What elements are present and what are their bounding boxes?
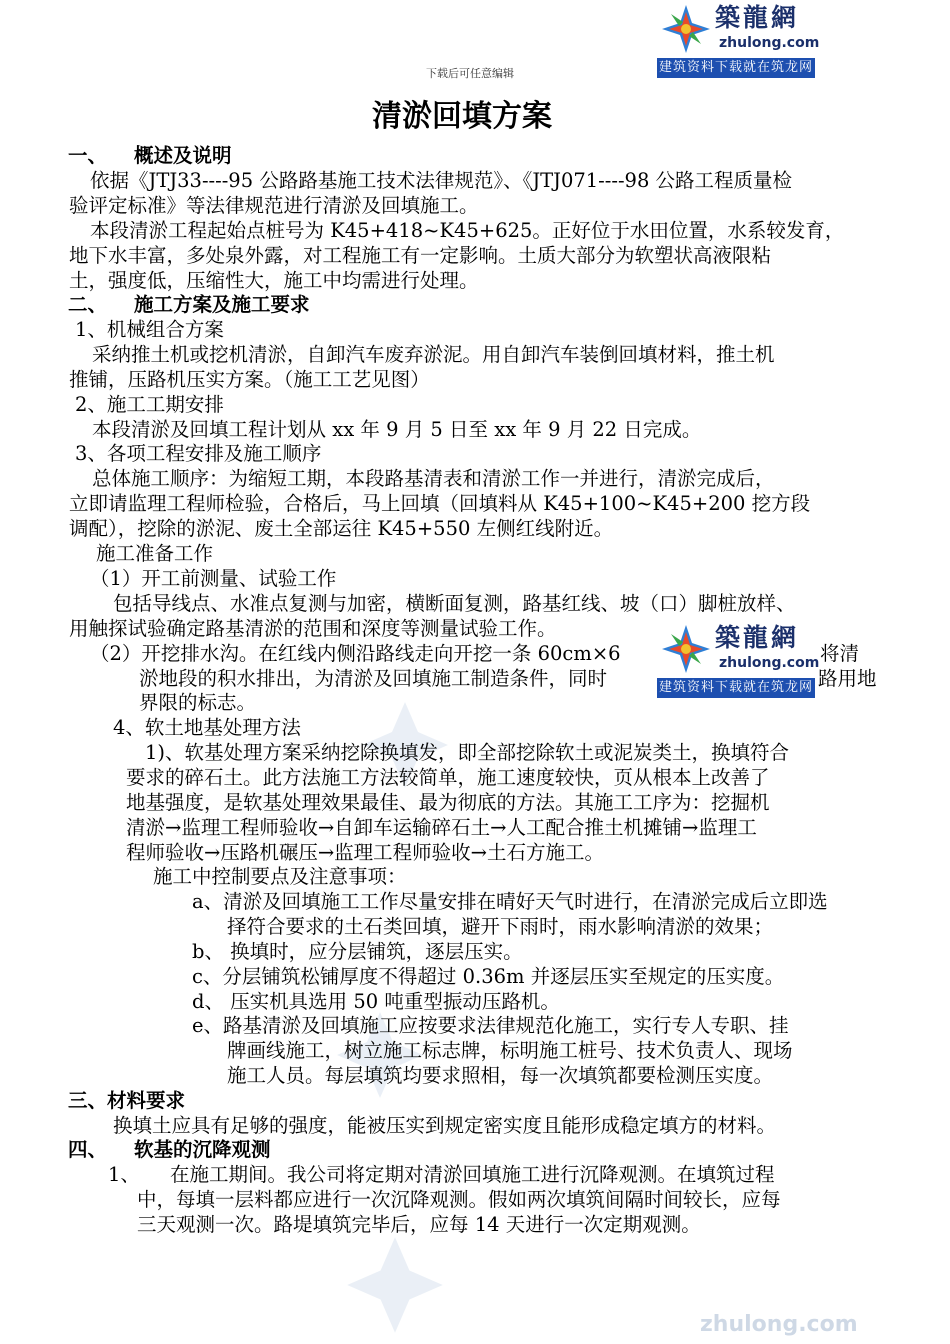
paragraph-line: 土，强度低，压缩性大，施工中均需进行处理。 — [69, 269, 479, 292]
zhulong-logo — [657, 0, 820, 78]
section-title: 软基的沉降观测 — [134, 1138, 271, 1161]
paragraph-line: 验评定标准》等法律规范进行清淤及回填施工。 — [69, 194, 479, 217]
logo-slogan: 建筑资料下载就在筑龙网 — [657, 58, 815, 78]
zhulong-logo-icon — [661, 624, 711, 674]
paragraph-line: 地基强度，是软基处理效果最佳、最为彻底的方法。其施工工序为：挖掘机 — [126, 791, 770, 814]
section-number: 二、 — [68, 293, 108, 316]
subsection-heading: 施工中控制要点及注意事项： — [153, 865, 407, 888]
paragraph-line: 推铺，压路机压实方案。（施工工艺见图） — [69, 368, 430, 391]
paragraph-line: 依据《JTJ33----95 公路路基施工技术法律规范》、《JTJ071----98 公路工程质量检 — [90, 169, 793, 192]
paragraph-line: 中，每填一层料都应进行一次沉降观测。假如两次填筑间隔时间较长，应每 — [137, 1188, 781, 1211]
watermark-emblem-icon — [345, 1235, 445, 1335]
section-title: 概述及说明 — [134, 144, 232, 167]
subsection-heading: 1、机械组合方案 — [75, 318, 224, 341]
subsection-heading: 4、软土地基处理方法 — [113, 716, 301, 739]
paragraph-line: 用触探试验确定路基清淤的范围和深度等测量试验工作。 — [69, 617, 557, 640]
paragraph-line: 界限的标志。 — [139, 691, 257, 714]
subsection-heading: 2、施工工期安排 — [75, 393, 224, 416]
logo-name-cn: 築龍網 — [715, 3, 800, 32]
paragraph-line: 将清 — [820, 642, 860, 665]
list-item-continuation: 择符合要求的土石类回填，避开下雨时，雨水影响清淤的效果； — [227, 915, 774, 938]
section-heading — [68, 1137, 271, 1162]
paragraph-line: 路用地 — [818, 667, 877, 690]
paragraph-line: 本段清淤工程起始点桩号为 K45+418~K45+625。正好位于水田位置，水系较发育， — [90, 219, 845, 242]
paragraph-line: 清淤→监理工程师验收→自卸车运输碎石土→人工配合推土机摊铺→监理工 — [126, 816, 757, 839]
section-title: 施工方案及施工要求 — [134, 293, 310, 316]
paragraph-line: 程师验收→压路机碾压→监理工程师验收→土石方施工。 — [126, 841, 605, 864]
subsection-heading: 施工准备工作 — [96, 542, 214, 565]
logo-slogan: 建筑资料下载就在筑龙网 — [657, 678, 815, 698]
paragraph-line: 在施工期间。我公司将定期对清淤回填施工进行沉降观测。在填筑过程 — [170, 1163, 775, 1186]
list-number: 1、 — [108, 1163, 140, 1186]
paragraph-line: 要求的碎石土。此方法施工方法较简单，施工速度较快，页从根本上改善了 — [126, 766, 770, 789]
section-number: 一、 — [68, 144, 108, 167]
list-item: e、路基清淤及回填施工应按要求法律规范化施工，实行专人专职、挂 — [192, 1014, 789, 1037]
paragraph-line: 总体施工顺序：为缩短工期，本段路基清表和清淤工作一并进行，清淤完成后， — [92, 467, 775, 490]
logo-domain: zhulong.com — [719, 655, 820, 671]
paragraph-line: （2）开挖排水沟。在红线内侧沿路线走向开挖一条 60cm×6 — [90, 642, 621, 665]
paragraph-line: 地下水丰富，多处泉外露，对工程施工有一定影响。土质大部分为软塑状高液限粘 — [69, 244, 772, 267]
page-title: 清淤回填方案 — [372, 99, 552, 134]
list-item: b、 换填时，应分层铺筑，逐层压实。 — [192, 940, 523, 963]
paragraph-line: 立即请监理工程师检验，合格后，马上回填（回填料从 K45+100~K45+200 挖方段 — [69, 492, 811, 515]
header-note: 下载后可任意编辑 — [426, 67, 514, 80]
section-heading — [68, 143, 232, 168]
paragraph-line: 淤地段的积水排出，为清淤及回填施工制造条件，同时 — [139, 667, 608, 690]
watermark-text: zhulong.com — [700, 1312, 858, 1337]
list-item-continuation: 牌画线施工，树立施工标志牌，标明施工桩号、技术负责人、现场 — [227, 1039, 793, 1062]
list-item-continuation: 施工人员。每层填筑均要求照相，每一次填筑都要检测压实度。 — [227, 1064, 774, 1087]
section-number: 四、 — [68, 1138, 108, 1161]
section-heading — [68, 292, 310, 317]
paragraph-line: 本段清淤及回填工程计划从 xx 年 9 月 5 日至 xx 年 9 月 22 日完成。 — [92, 418, 702, 441]
list-item: c、分层铺筑松铺厚度不得超过 0.36m 并逐层压实至规定的压实度。 — [192, 965, 785, 988]
section-heading: 三、材料要求 — [68, 1089, 186, 1112]
subsection-heading: 3、各项工程安排及施工顺序 — [75, 442, 322, 465]
paragraph-line: 调配），挖除的淤泥、废土全部运往 K45+550 左侧红线附近。 — [69, 517, 614, 540]
paragraph-line: 三天观测一次。路堤填筑完毕后，应每 14 天进行一次定期观测。 — [137, 1213, 701, 1236]
list-item: d、 压实机具选用 50 吨重型振动压路机。 — [192, 990, 560, 1013]
paragraph-line: 采纳推土机或挖机清淤，自卸汽车废弃淤泥。用自卸汽车装倒回填材料，推土机 — [92, 343, 775, 366]
zhulong-logo — [657, 620, 820, 698]
logo-domain: zhulong.com — [719, 35, 820, 51]
paragraph-line: 包括导线点、水准点复测与加密，横断面复测，路基红线、坡（口）脚桩放样、 — [113, 592, 796, 615]
subsection-heading: （1）开工前测量、试验工作 — [90, 567, 337, 590]
list-item: a、清淤及回填施工工作尽量安排在晴好天气时进行，在清淤完成后立即选 — [192, 890, 828, 913]
paragraph-line: 换填土应具有足够的强度，能被压实到规定密实度且能形成稳定填方的材料。 — [113, 1114, 777, 1137]
zhulong-logo-icon — [661, 4, 711, 54]
logo-name-cn: 築龍網 — [715, 623, 800, 652]
paragraph-line: 1)、软基处理方案采纳挖除换填发，即全部挖除软土或泥炭类土，换填符合 — [145, 741, 790, 764]
